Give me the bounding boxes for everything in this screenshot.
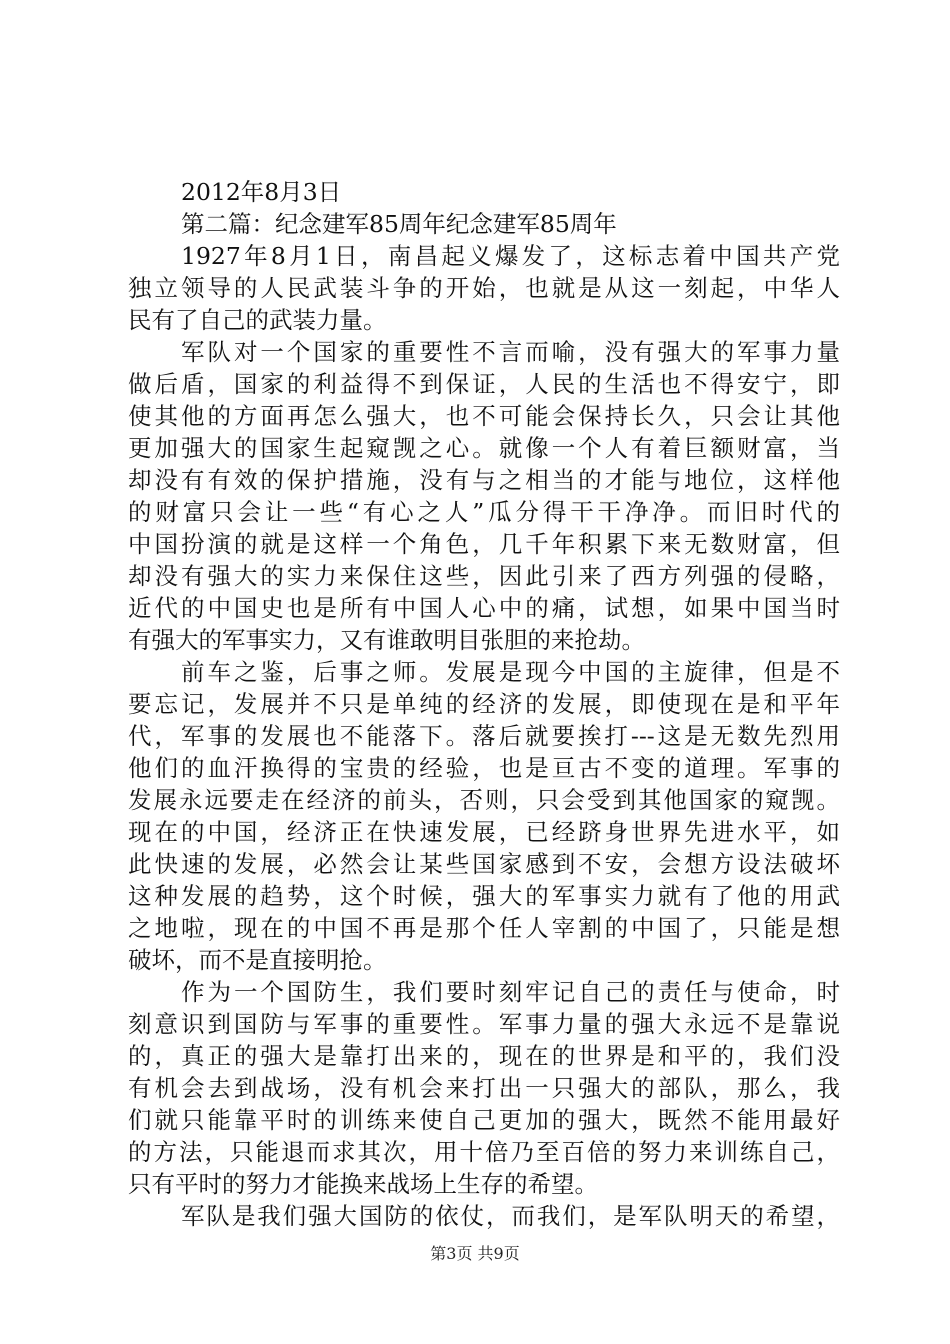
text-line: 2012年8月3日 xyxy=(181,178,342,206)
text-line: 却没有强大的实力来保住这些，因此引来了西方列强的侵略， xyxy=(128,562,840,590)
text-line: 发展永远要走在经济的前头，否则，只会受到其他国家的窥觊。 xyxy=(128,786,840,814)
text-line: 前车之鉴，后事之师。发展是现今中国的主旋律，但是不 xyxy=(181,658,840,686)
text-line: 民有了自己的武装力量。 xyxy=(128,306,387,334)
text-line: 第二篇：纪念建军85周年纪念建军85周年 xyxy=(181,210,617,238)
text-line: 要忘记，发展并不只是单纯的经济的发展，即使现在是和平年 xyxy=(128,690,840,718)
text-line: 军队对一个国家的重要性不言而喻，没有强大的军事力量 xyxy=(181,338,840,366)
text-line: 破坏，而不是直接明抢。 xyxy=(128,946,387,974)
text-line: 的方法，只能退而求其次，用十倍乃至百倍的努力来训练自己， xyxy=(128,1138,840,1166)
text-line: 更加强大的国家生起窥觊之心。就像一个人有着巨额财富，当 xyxy=(128,434,840,462)
text-line: 他们的血汗换得的宝贵的经验，也是亘古不变的道理。军事的 xyxy=(128,754,840,782)
text-line: 之地啦，现在的中国不再是那个任人宰割的中国了，只能是想 xyxy=(128,914,840,942)
text-line: 的，真正的强大是靠打出来的，现在的世界是和平的，我们没 xyxy=(128,1042,840,1070)
text-line: 这种发展的趋势，这个时候，强大的军事实力就有了他的用武 xyxy=(128,882,840,910)
text-line: 此快速的发展，必然会让某些国家感到不安，会想方设法破坏 xyxy=(128,850,840,878)
text-line: 的财富只会让一些“有心之人”瓜分得干干净净。而旧时代的 xyxy=(128,498,840,526)
text-line: 刻意识到国防与军事的重要性。军事力量的强大永远不是靠说 xyxy=(128,1010,840,1038)
document-body xyxy=(128,176,840,1232)
text-line: 代，军事的发展也不能落下。落后就要挨打---这是无数先烈用 xyxy=(128,722,840,750)
text-line: 作为一个国防生，我们要时刻牢记自己的责任与使命，时 xyxy=(181,978,840,1006)
page-number-footer: 第3页 共9页 xyxy=(430,1244,520,1263)
text-line: 近代的中国史也是所有中国人心中的痛，试想，如果中国当时 xyxy=(128,594,840,622)
text-line: 独立领导的人民武装斗争的开始，也就是从这一刻起，中华人 xyxy=(128,274,840,302)
text-line: 有机会去到战场，没有机会来打出一只强大的部队，那么，我 xyxy=(128,1074,840,1102)
text-line: 军队是我们强大国防的依仗，而我们，是军队明天的希望， xyxy=(181,1202,840,1230)
text-line: 使其他的方面再怎么强大，也不可能会保持长久，只会让其他 xyxy=(128,402,840,430)
text-line: 们就只能靠平时的训练来使自己更加的强大，既然不能用最好 xyxy=(128,1106,840,1134)
text-line: 做后盾，国家的利益得不到保证，人民的生活也不得安宁，即 xyxy=(128,370,840,398)
text-line: 只有平时的努力才能换来战场上生存的希望。 xyxy=(128,1170,598,1198)
text-line: 1927年8月1日，南昌起义爆发了，这标志着中国共产党 xyxy=(181,242,840,270)
text-line: 中国扮演的就是这样一个角色，几千年积累下来无数财富，但 xyxy=(128,530,840,558)
text-line: 却没有有效的保护措施，没有与之相当的才能与地位，这样他 xyxy=(128,466,840,494)
text-line: 有强大的军事实力，又有谁敢明目张胆的来抢劫。 xyxy=(128,626,645,654)
text-line: 现在的中国，经济正在快速发展，已经跻身世界先进水平，如 xyxy=(128,818,840,846)
